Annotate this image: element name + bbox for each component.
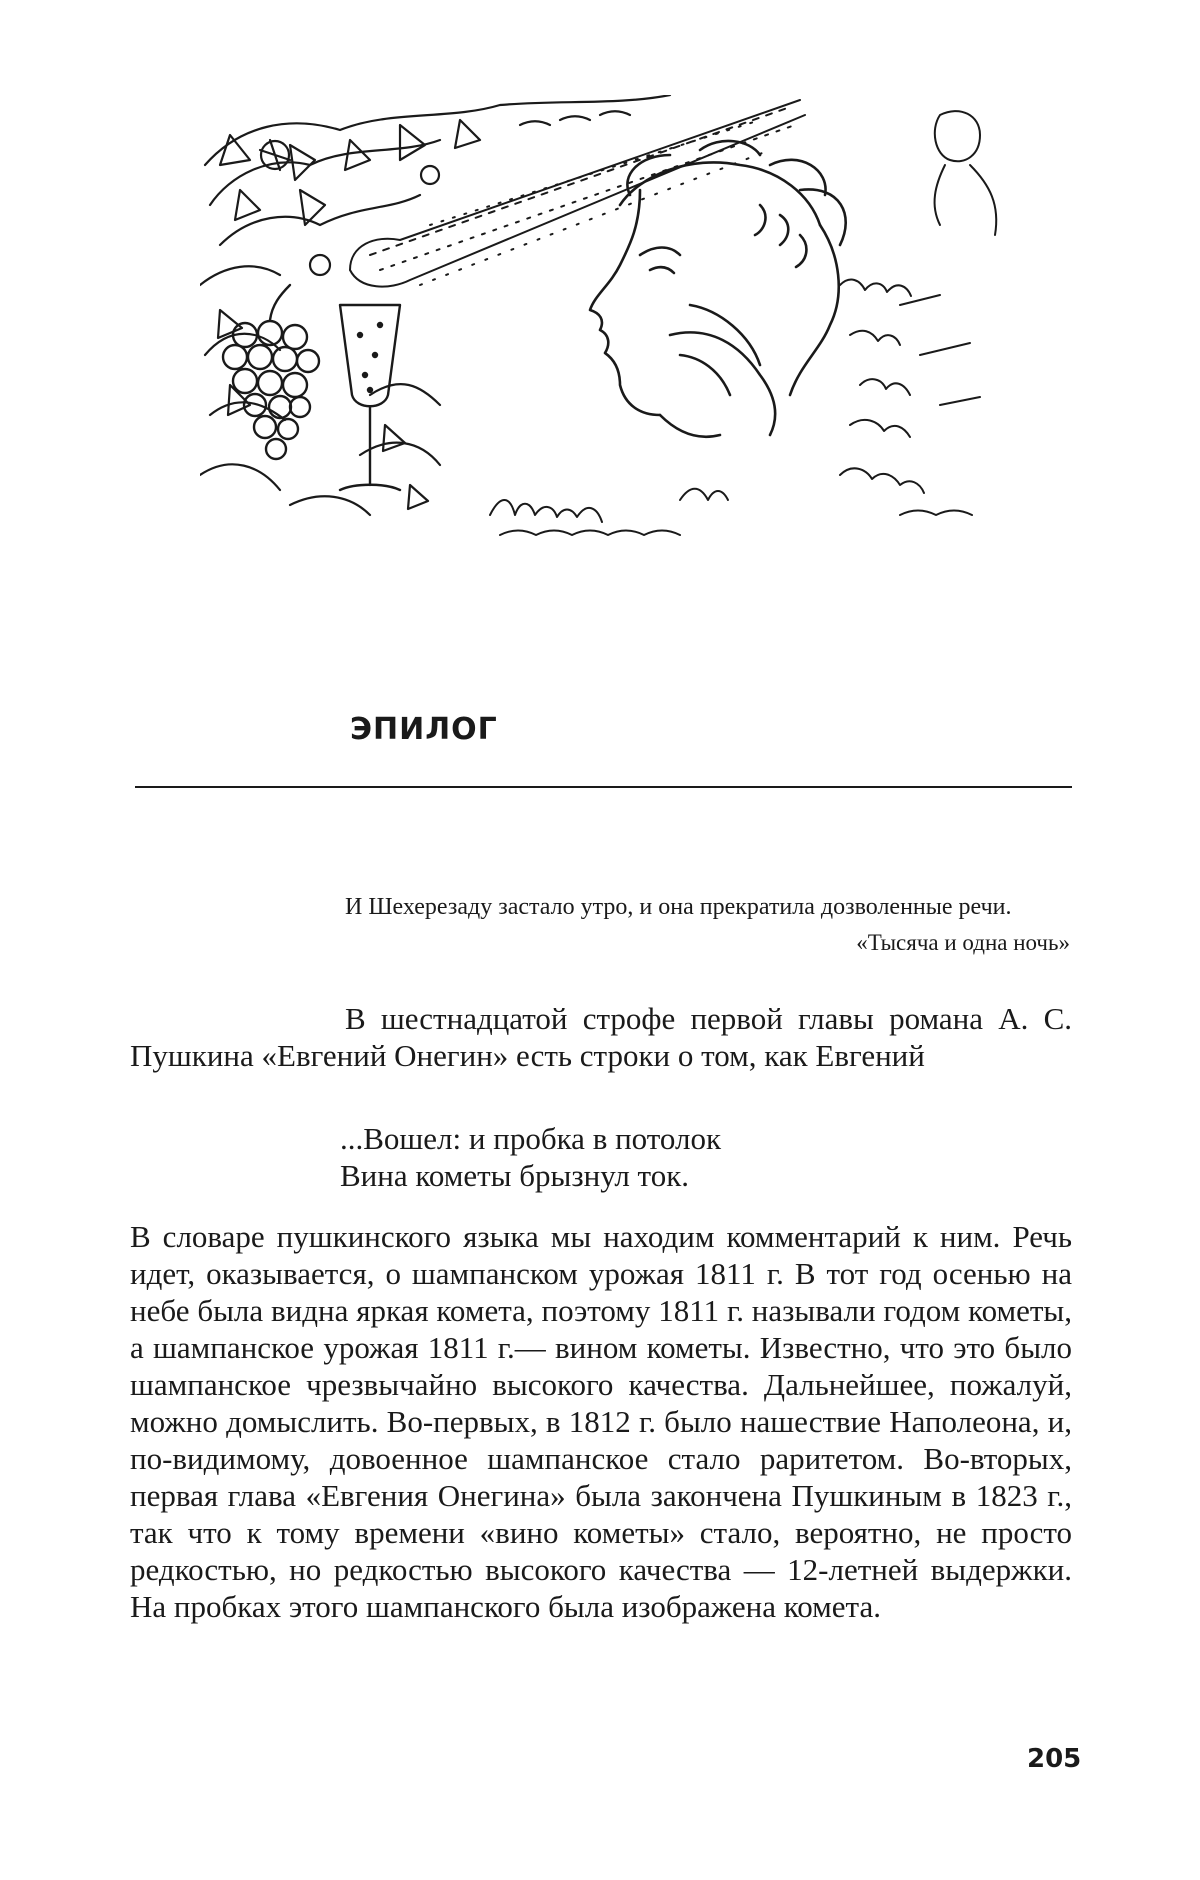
small-portrait-sketch (935, 111, 997, 235)
handwriting (490, 280, 980, 535)
verse-line-1: ...Вошел: и пробка в потолок (340, 1121, 722, 1156)
verse-quote (340, 1120, 721, 1194)
verse-line-2: Вина кометы брызнул ток. (340, 1158, 690, 1193)
comet (350, 100, 805, 287)
champagne-glass (340, 305, 400, 490)
title-divider (135, 786, 1072, 788)
paragraph-2: В словаре пушкинского языка мы находим комментарий к ним. Речь идет, оказывается, о шампанском урожая 1811 г. В тот год осенью на небе была видна яркая комета, поэтому 1811 г. называли годом кометы, а шампанское урожая 1811 г.— вином кометы. Известно, что это было шампанское чрезвычайно высокого качества. Дальнейшее, пожалуй, можно домыслить. Во-первых, в 1812 г. было нашествие Наполеона, и, по-видимому, довоенное шампанское стало раритетом. Во-вторых, первая глава «Евгения Онегина» была закончена Пушкиным в 1823 г., так что к тому времени «вино кометы» стало, вероятно, не просто редкостью, но редкостью высокого качества — 12-летней выдержки. На пробках этого шампанского была изображена комета. (130, 1219, 1072, 1624)
page-number: 205 (1027, 1744, 1082, 1774)
grape-cluster (223, 285, 319, 459)
pushkin-profile (590, 141, 846, 437)
pushkin-sketch-illustration (200, 95, 1020, 555)
chapter-title: ЭПИЛОГ (350, 712, 498, 747)
epigraph-text: И Шехерезаду застало утро, и она прекратила дозволенные речи. (345, 894, 1012, 920)
grape-vine (200, 95, 670, 515)
paragraph-1: В шестнадцатой строфе первой главы романа А. С. Пушкина «Евгений Онегин» есть строки о том, как Евгений (130, 1001, 1072, 1073)
epigraph-source: «Тысяча и одна ночь» (856, 930, 1070, 955)
epigraph (345, 890, 1070, 960)
